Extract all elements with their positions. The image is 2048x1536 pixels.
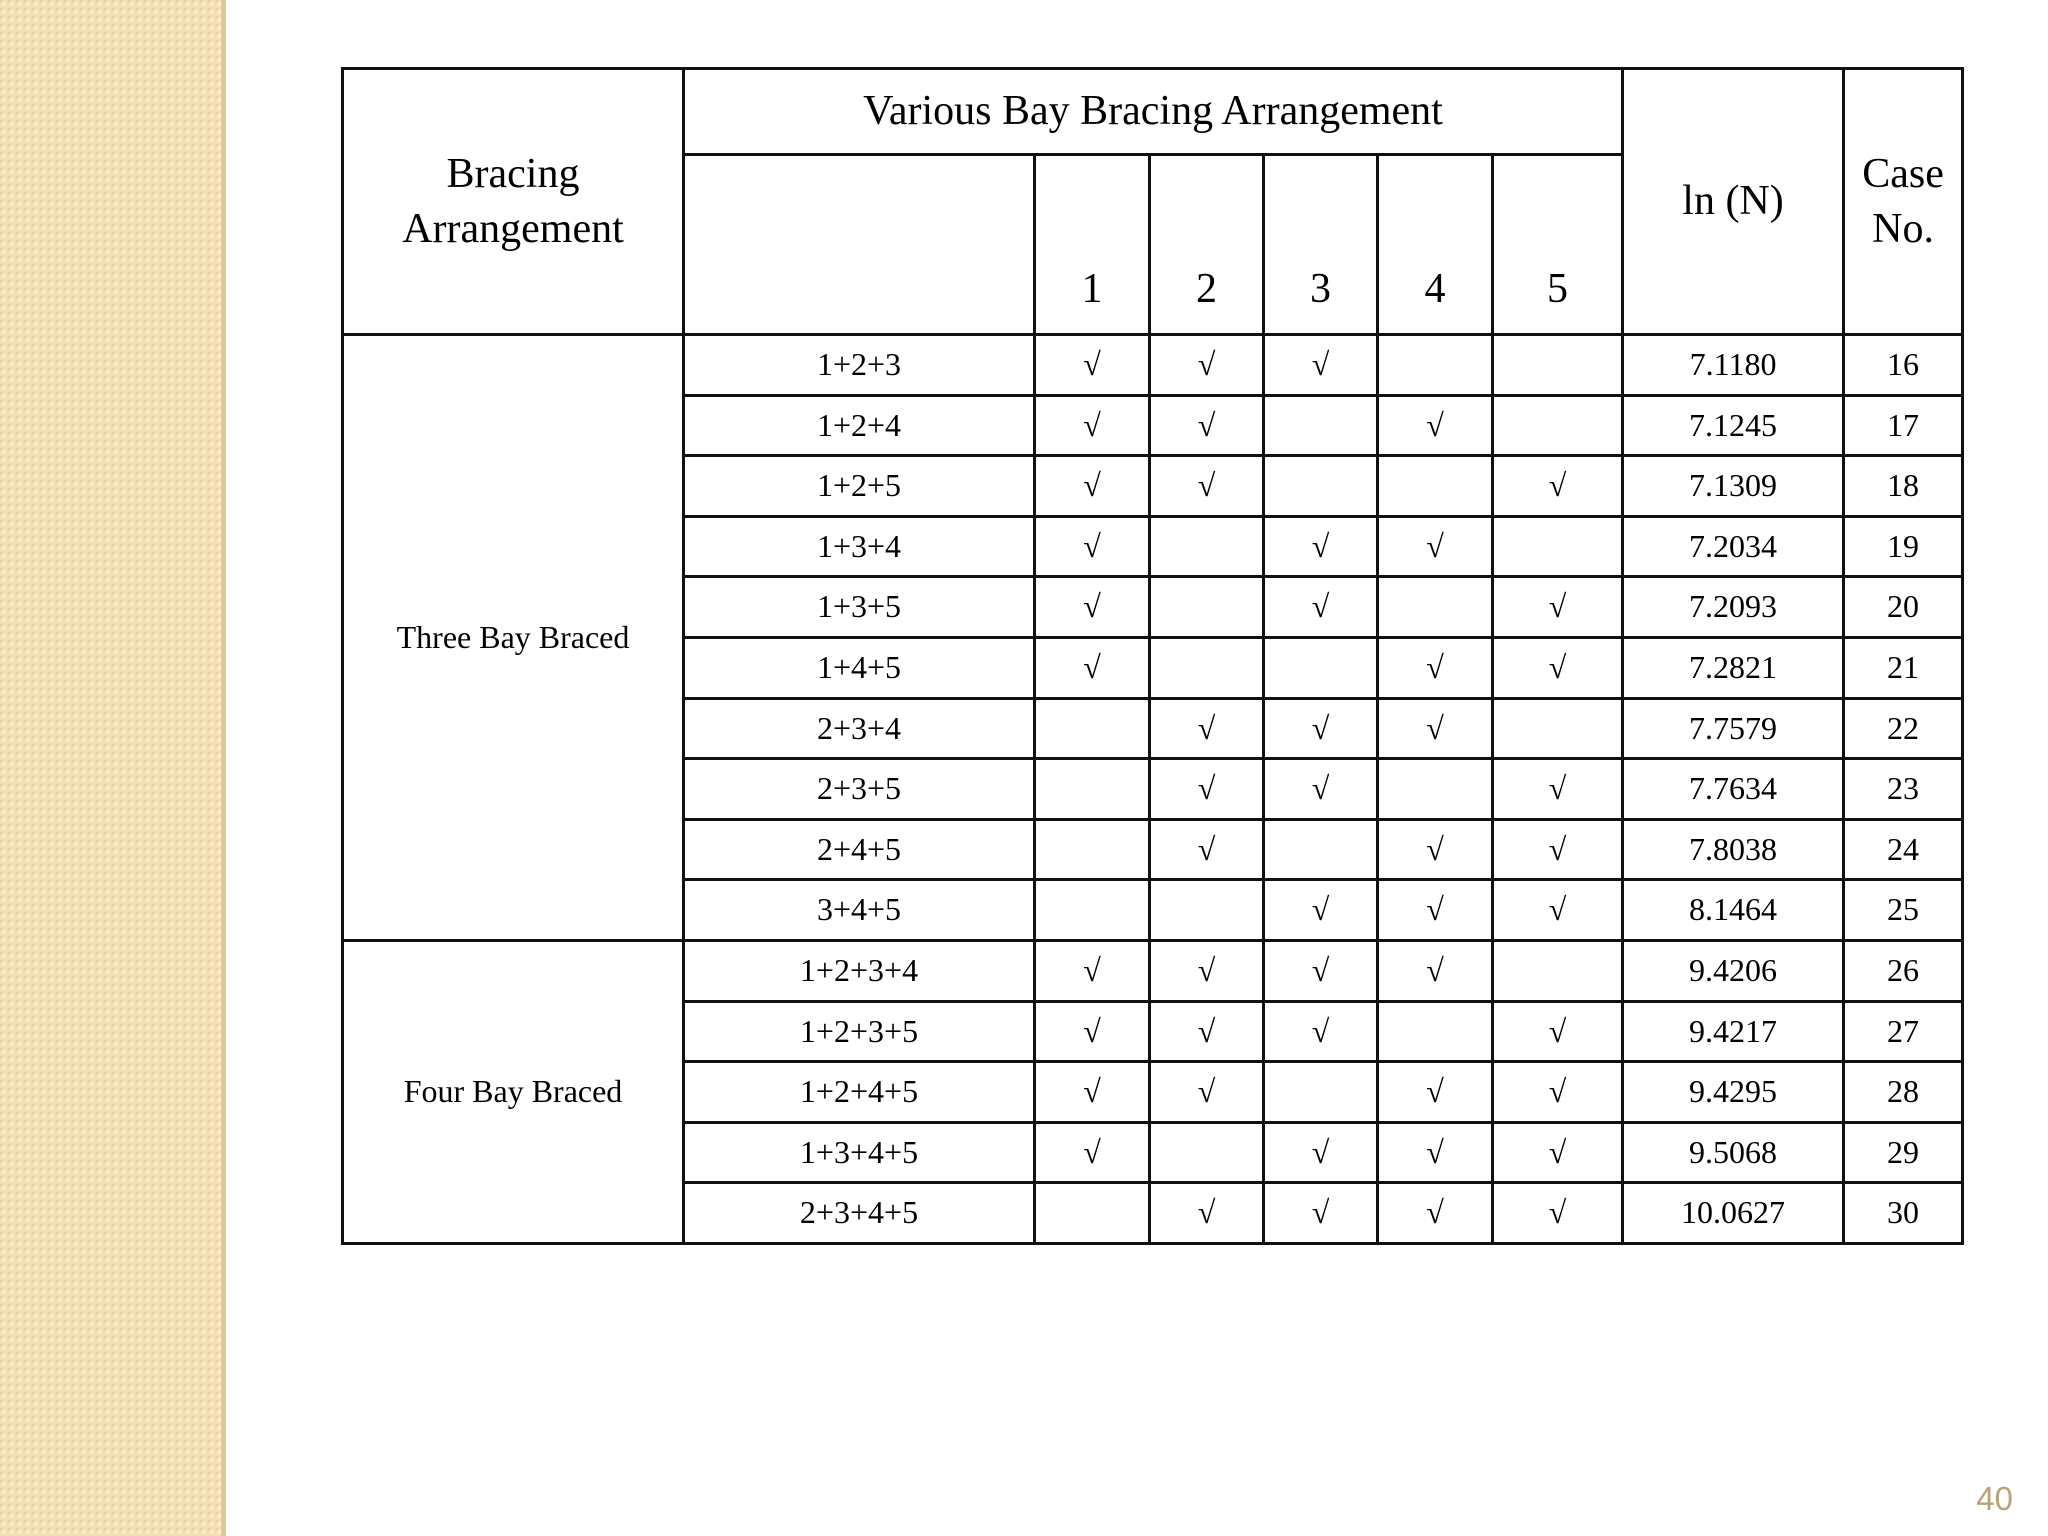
ln-n-cell: 7.8038 (1623, 819, 1844, 880)
bay-4-check-cell (1378, 759, 1493, 820)
bay-3-check-cell (1264, 819, 1378, 880)
bay-3-check-cell: √ (1264, 1122, 1378, 1183)
bay-4-check-cell: √ (1378, 1062, 1493, 1123)
bay-5-check-cell: √ (1493, 637, 1623, 698)
case-no-cell: 22 (1844, 698, 1963, 759)
bay-3-check-cell (1264, 456, 1378, 517)
bay-5-check-cell: √ (1493, 819, 1623, 880)
bay-4-check-cell: √ (1378, 637, 1493, 698)
bay-4-check-cell: √ (1378, 880, 1493, 941)
bay-1-check-cell: √ (1035, 940, 1150, 1001)
bay-5-check-cell (1493, 940, 1623, 1001)
bay-5-check-cell: √ (1493, 880, 1623, 941)
bay-5-check-cell: √ (1493, 577, 1623, 638)
bay-1-check-cell (1035, 880, 1150, 941)
bay-2-check-cell: √ (1150, 698, 1264, 759)
bay-1-check-cell (1035, 1183, 1150, 1244)
page-number: 40 (1976, 1480, 2013, 1517)
combination-cell: 1+4+5 (684, 637, 1035, 698)
bay-2-check-cell (1150, 516, 1264, 577)
bay-1-check-cell (1035, 819, 1150, 880)
bay-2-check-cell: √ (1150, 1183, 1264, 1244)
bay-1-check-cell: √ (1035, 637, 1150, 698)
bay-5-check-cell (1493, 516, 1623, 577)
case-no-cell: 29 (1844, 1122, 1963, 1183)
header-bracing-arrangement-line2: Arrangement (402, 205, 624, 252)
bay-2-check-cell: √ (1150, 940, 1264, 1001)
group-label: Three Bay Braced (343, 335, 684, 941)
table-row (343, 335, 1963, 396)
bay-2-check-cell: √ (1150, 456, 1264, 517)
ln-n-cell: 7.2821 (1623, 637, 1844, 698)
ln-n-cell: 7.1245 (1623, 395, 1844, 456)
combination-cell: 1+2+3 (684, 335, 1035, 396)
bay-4-check-cell: √ (1378, 819, 1493, 880)
decorative-side-band (0, 0, 226, 1536)
bay-1-check-cell (1035, 698, 1150, 759)
ln-n-cell: 7.2034 (1623, 516, 1844, 577)
ln-n-cell: 7.1180 (1623, 335, 1844, 396)
header-bracing-arrangement (343, 69, 684, 335)
bay-4-check-cell: √ (1378, 516, 1493, 577)
bay-1-check-cell (1035, 759, 1150, 820)
header-bracing-arrangement-line1: Bracing (446, 150, 580, 197)
combination-cell: 1+2+5 (684, 456, 1035, 517)
bay-2-check-cell: √ (1150, 819, 1264, 880)
bay-3-check-cell (1264, 1062, 1378, 1123)
bay-3-check-cell: √ (1264, 698, 1378, 759)
ln-n-cell: 8.1464 (1623, 880, 1844, 941)
bay-3-check-cell: √ (1264, 1183, 1378, 1244)
bay-3-check-cell: √ (1264, 1001, 1378, 1062)
ln-n-cell: 7.2093 (1623, 577, 1844, 638)
case-no-cell: 16 (1844, 335, 1963, 396)
bay-1-check-cell: √ (1035, 456, 1150, 517)
bay-5-check-cell (1493, 698, 1623, 759)
combination-cell: 1+2+3+5 (684, 1001, 1035, 1062)
bay-2-check-cell (1150, 1122, 1264, 1183)
ln-n-cell: 9.5068 (1623, 1122, 1844, 1183)
combination-cell: 2+4+5 (684, 819, 1035, 880)
case-no-cell: 30 (1844, 1183, 1963, 1244)
bay-4-check-cell (1378, 456, 1493, 517)
bay-4-check-cell (1378, 577, 1493, 638)
header-ln-n: ln (N) (1623, 69, 1844, 335)
ln-n-cell: 9.4217 (1623, 1001, 1844, 1062)
case-no-cell: 27 (1844, 1001, 1963, 1062)
case-no-cell: 25 (1844, 880, 1963, 941)
bay-1-check-cell: √ (1035, 395, 1150, 456)
case-no-cell: 20 (1844, 577, 1963, 638)
combination-cell: 3+4+5 (684, 880, 1035, 941)
bay-5-check-cell: √ (1493, 759, 1623, 820)
case-no-cell: 19 (1844, 516, 1963, 577)
case-no-cell: 28 (1844, 1062, 1963, 1123)
bay-3-check-cell (1264, 637, 1378, 698)
case-no-cell: 17 (1844, 395, 1963, 456)
combination-cell: 2+3+4 (684, 698, 1035, 759)
bay-3-check-cell: √ (1264, 577, 1378, 638)
header-case-no-line2: No. (1872, 205, 1934, 252)
case-no-cell: 18 (1844, 456, 1963, 517)
header-various-bay: Various Bay Bracing Arrangement (684, 69, 1623, 155)
ln-n-cell: 9.4206 (1623, 940, 1844, 1001)
combination-cell: 1+2+4+5 (684, 1062, 1035, 1123)
bay-5-check-cell: √ (1493, 1062, 1623, 1123)
bay-4-check-cell: √ (1378, 1183, 1493, 1244)
bay-5-check-cell (1493, 395, 1623, 456)
bracing-arrangement-table (341, 67, 1964, 1245)
bay-3-check-cell: √ (1264, 335, 1378, 396)
combination-cell: 1+3+4 (684, 516, 1035, 577)
combination-cell: 1+2+4 (684, 395, 1035, 456)
bay-5-check-cell: √ (1493, 456, 1623, 517)
case-no-cell: 26 (1844, 940, 1963, 1001)
header-bay-1: 1 (1035, 155, 1150, 335)
bay-4-check-cell: √ (1378, 698, 1493, 759)
ln-n-cell: 10.0627 (1623, 1183, 1844, 1244)
bay-3-check-cell: √ (1264, 759, 1378, 820)
header-row-top (343, 69, 1963, 155)
table-row (343, 940, 1963, 1001)
case-no-cell: 23 (1844, 759, 1963, 820)
combination-cell: 2+3+5 (684, 759, 1035, 820)
bay-2-check-cell (1150, 577, 1264, 638)
bay-2-check-cell: √ (1150, 335, 1264, 396)
bay-4-check-cell (1378, 1001, 1493, 1062)
ln-n-cell: 7.7579 (1623, 698, 1844, 759)
bay-4-check-cell: √ (1378, 395, 1493, 456)
bay-5-check-cell: √ (1493, 1001, 1623, 1062)
bay-2-check-cell (1150, 880, 1264, 941)
combination-cell: 1+2+3+4 (684, 940, 1035, 1001)
combination-cell: 1+3+4+5 (684, 1122, 1035, 1183)
bay-1-check-cell: √ (1035, 577, 1150, 638)
bay-2-check-cell: √ (1150, 1062, 1264, 1123)
bay-5-check-cell: √ (1493, 1183, 1623, 1244)
table-body (343, 335, 1963, 1244)
combination-cell: 1+3+5 (684, 577, 1035, 638)
header-bay-3: 3 (1264, 155, 1378, 335)
bay-3-check-cell: √ (1264, 516, 1378, 577)
ln-n-cell: 7.7634 (1623, 759, 1844, 820)
bay-2-check-cell: √ (1150, 395, 1264, 456)
case-no-cell: 21 (1844, 637, 1963, 698)
combination-cell: 2+3+4+5 (684, 1183, 1035, 1244)
bay-4-check-cell: √ (1378, 1122, 1493, 1183)
header-case-no (1844, 69, 1963, 335)
group-label: Four Bay Braced (343, 940, 684, 1243)
header-case-no-line1: Case (1862, 150, 1944, 197)
bay-5-check-cell: √ (1493, 1122, 1623, 1183)
bay-4-check-cell: √ (1378, 940, 1493, 1001)
case-no-cell: 24 (1844, 819, 1963, 880)
bay-5-check-cell (1493, 335, 1623, 396)
bay-2-check-cell: √ (1150, 1001, 1264, 1062)
header-bay-5: 5 (1493, 155, 1623, 335)
bay-1-check-cell: √ (1035, 516, 1150, 577)
bay-1-check-cell: √ (1035, 1001, 1150, 1062)
bay-2-check-cell: √ (1150, 759, 1264, 820)
bay-1-check-cell: √ (1035, 1062, 1150, 1123)
header-combo-blank (684, 155, 1035, 335)
ln-n-cell: 7.1309 (1623, 456, 1844, 517)
bay-1-check-cell: √ (1035, 335, 1150, 396)
ln-n-cell: 9.4295 (1623, 1062, 1844, 1123)
bay-3-check-cell: √ (1264, 940, 1378, 1001)
bay-3-check-cell: √ (1264, 880, 1378, 941)
bay-1-check-cell: √ (1035, 1122, 1150, 1183)
bay-3-check-cell (1264, 395, 1378, 456)
bay-2-check-cell (1150, 637, 1264, 698)
header-bay-4: 4 (1378, 155, 1493, 335)
header-bay-2: 2 (1150, 155, 1264, 335)
bay-4-check-cell (1378, 335, 1493, 396)
